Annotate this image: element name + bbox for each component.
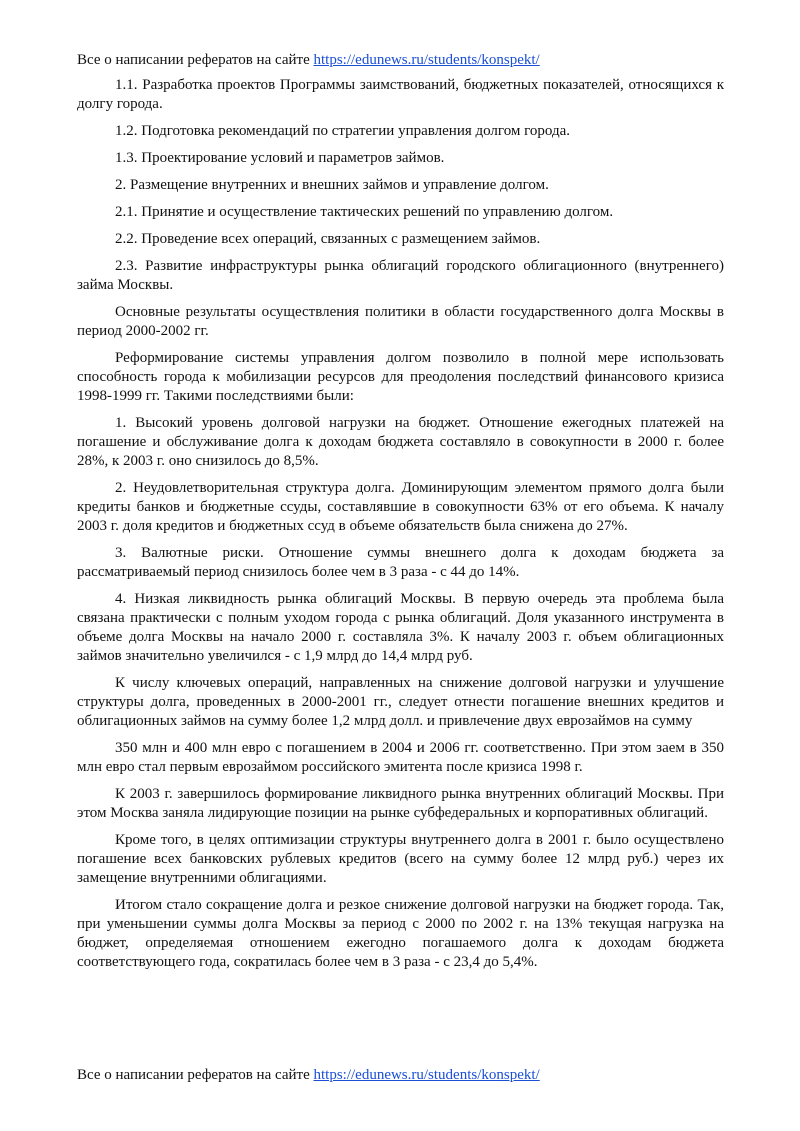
paragraph: Кроме того, в целях оптимизации структуры внутреннего долга в 2001 г. было осуществлено погашение всех банковских рублевых кредитов (всего на сумму более 12 млрд руб.) через их замещение внутренними облигациями. xyxy=(77,832,724,886)
paragraph: 1.2. Подготовка рекомендаций по стратегии управления долгом города. xyxy=(115,123,571,139)
paragraph: Основные результаты осуществления политики в области государственного долга Москвы в период 2000-2002 гг. xyxy=(77,304,724,339)
paragraph: Итогом стало сокращение долга и резкое снижение долговой нагрузки на бюджет города. Так, при уменьшении суммы долга Москвы за период с 2000 по 2002 г. на 13% текущая нагрузка на бюджет, определяемая отношением ежегодно погашаемого долга к доходам бюджета соответствующего года, сократилась более чем в 3 раза - с 23,4 до 5,4%. xyxy=(77,897,724,970)
footer-link[interactable]: https://edunews.ru/students/konspekt/ xyxy=(313,1067,540,1083)
paragraph: К 2003 г. завершилось формирование ликвидного рынка внутренних облигаций Москвы. При этом Москва заняла лидирующие позиции на рынке субфедеральных и корпоративных облигаций. xyxy=(77,786,724,821)
page-footer xyxy=(77,1066,727,1085)
document-body xyxy=(77,76,724,980)
header-text: Все о написании рефератов на сайте xyxy=(77,52,314,68)
paragraph: 4. Низкая ликвидность рынка облигаций Москвы. В первую очередь эта проблема была связана практически с полным уходом города с рынка облигаций. Доля указанного инструмента в объеме долга Москвы на начало 2000 г. составляла 3%. К началу 2003 г. объем облигационных займов значительно увеличился - с 1,9 млрд до 14,4 млрд руб. xyxy=(77,591,724,664)
paragraph: 2.3. Развитие инфраструктуры рынка облигаций городского облигационного (внутреннего) займа Москвы. xyxy=(77,258,724,293)
paragraph: 1. Высокий уровень долговой нагрузки на бюджет. Отношение ежегодных платежей на погашение и обслуживание долга к доходам бюджета составляло в совокупности в 2000 г. более 28%, к 2003 г. оно снизилось до 8,5%. xyxy=(77,415,724,469)
paragraph: 350 млн и 400 млн евро с погашением в 2004 и 2006 гг. соответственно. При этом заем в 350 млн евро стал первым еврозаймом российского эмитента после кризиса 1998 г. xyxy=(77,740,724,775)
paragraph: 1.1. Разработка проектов Программы заимствований, бюджетных показателей, относящихся к долгу города. xyxy=(77,77,724,112)
footer-text: Все о написании рефератов на сайте xyxy=(77,1067,314,1083)
page-header xyxy=(77,51,727,70)
paragraph: 2. Неудовлетворительная структура долга. Доминирующим элементом прямого долга были кредиты банков и бюджетные ссуды, составлявшие в совокупности 63% от его объема. К началу 2003 г. доля кредитов и бюджетных ссуд в объеме обязательств была снижена до 27%. xyxy=(77,480,724,534)
paragraph: 2. Размещение внутренних и внешних займов и управление долгом. xyxy=(115,177,549,193)
paragraph: 2.2. Проведение всех операций, связанных с размещением займов. xyxy=(115,231,541,247)
paragraph: К числу ключевых операций, направленных на снижение долговой нагрузки и улучшение структуры долга, проведенных в 2000-2001 гг., следует отнести погашение внешних кредитов и облигационных займов на сумму более 1,2 млрд долл. и привлечение двух еврозаймов на сумму xyxy=(77,675,724,729)
paragraph: 2.1. Принятие и осуществление тактических решений по управлению долгом. xyxy=(115,204,614,220)
paragraph: 1.3. Проектирование условий и параметров займов. xyxy=(115,150,445,166)
header-link[interactable]: https://edunews.ru/students/konspekt/ xyxy=(313,52,540,68)
paragraph: 3. Валютные риски. Отношение суммы внешнего долга к доходам бюджета за рассматриваемый период снизилось более чем в 3 раза - с 44 до 14%. xyxy=(77,545,724,580)
paragraph: Реформирование системы управления долгом позволило в полной мере использовать способность города к мобилизации ресурсов для преодоления последствий финансового кризиса 1998-1999 гг. Такими последствиями были: xyxy=(77,350,724,404)
